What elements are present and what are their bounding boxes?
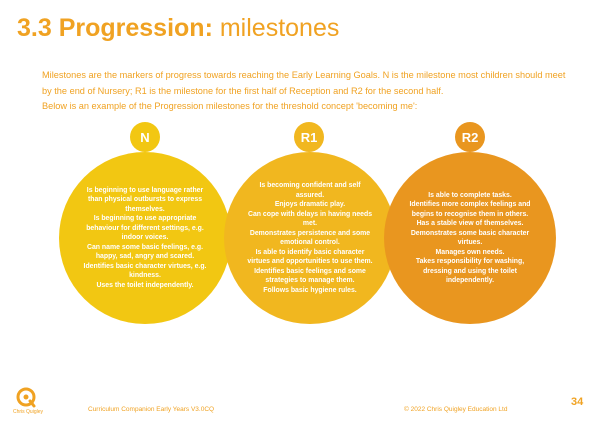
footer-copyright: © 2022 Chris Quigley Education Ltd: [404, 406, 508, 413]
stage-milestones-n: [59, 152, 231, 324]
milestone-line: Uses the toilet independently.: [96, 281, 194, 289]
milestone-line: Demonstrates some basic character virtues.: [410, 229, 530, 246]
stage-label-n: N: [130, 122, 160, 152]
footer-document-name: Curriculum Companion Early Years V3.0CQ: [88, 406, 215, 413]
milestone-line: Manages own needs.: [435, 248, 505, 256]
chris-quigley-logo-icon: [8, 386, 44, 422]
milestone-line: Can cope with delays in having needs met.: [247, 210, 373, 227]
milestone-line: Is beginning to use language rather than physical outbursts to express themselves.: [86, 186, 204, 213]
milestone-line: Follows basic hygiene rules.: [263, 286, 357, 294]
stage-label-r1: R1: [294, 122, 324, 152]
page-number: 34: [571, 396, 584, 408]
milestone-line: Demonstrates persistence and some emotional control.: [249, 229, 371, 246]
stage-label-r2: R2: [455, 122, 485, 152]
stage-milestones-r2: [384, 152, 556, 324]
milestone-line: Identifies more complex feelings and begins to recognise them in others.: [409, 201, 531, 218]
milestone-line: Enjoys dramatic play.: [274, 201, 346, 208]
stage-milestones-r1: [224, 152, 396, 324]
intro-text: [42, 68, 572, 115]
milestone-line: Takes responsibility for washing, dressing and using the toilet independently.: [415, 258, 525, 284]
milestone-line: Has a stable view of themselves.: [416, 220, 524, 227]
title-text: milestones: [212, 14, 340, 42]
milestone-line: Can name some basic feelings, e.g. happy, sad, angry and scared.: [86, 243, 204, 261]
intro-paragraph-2: Below is an example of the Progression milestones for the threshold concept 'becoming me':: [42, 101, 418, 111]
milestone-line: Is able to complete tasks.: [428, 191, 512, 199]
logo-text: Chris Quigley: [12, 409, 43, 415]
milestone-line: Identifies basic character virtues, e.g. kindness.: [83, 262, 207, 280]
milestone-line: Identifies basic feelings and some strategies to manage them.: [254, 267, 366, 284]
milestone-line: Is becoming confident and self assured.: [259, 182, 361, 199]
milestone-line: Is able to identify basic character virtues and opportunities to use them.: [247, 248, 373, 265]
intro-paragraph-1: Milestones are the markers of progress towards reaching the Early Learning Goals. N is the milestone most children should meet by the end of Nursery; R1 is the milestone for the first half of Reception and R2 for the second half.: [42, 70, 566, 96]
milestone-line: Is beginning to use appropriate behaviour for different settings, e.g. indoor voices.: [86, 215, 204, 242]
title-number: 3.3 Progression:: [17, 14, 213, 42]
page-title: [17, 13, 339, 43]
